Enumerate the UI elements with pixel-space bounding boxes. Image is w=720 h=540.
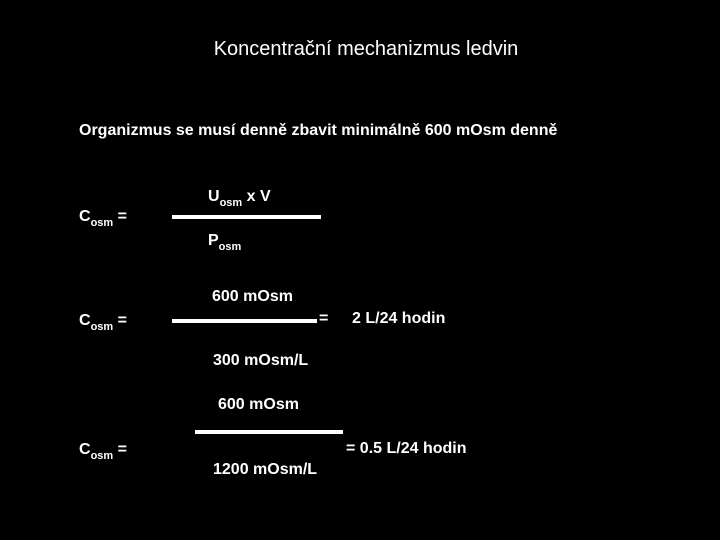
- formula3-denominator: 1200 mOsm/L: [213, 461, 318, 478]
- formula3-numerator: 600 mOsm: [218, 396, 299, 413]
- formula1-fraction-line: [172, 215, 321, 219]
- formula2-numerator: 600 mOsm: [212, 288, 293, 305]
- formula1-denominator: $P_{osm}$: [208, 232, 242, 253]
- formula2-equals: =: [319, 310, 329, 327]
- formula2-lhs: $C_{osm}$ =: [79, 312, 127, 333]
- formula3-result: = 0.5 L/24 hodin: [346, 440, 467, 457]
- slide-subtitle: Organizmus se musí denně zbavit minimálně 600 mOsm denně: [79, 122, 558, 139]
- formula2-result: 2 L/24 hodin: [352, 310, 446, 327]
- formula2-fraction-line: [172, 319, 317, 323]
- formula1-numerator: $U_{osm}$ x V: [208, 188, 271, 209]
- formula2-denominator: 300 mOsm/L: [213, 352, 309, 369]
- formula1-lhs: $C_{osm}$ =: [79, 208, 127, 229]
- slide-title: Koncentrační mechanizmus ledvin: [213, 38, 519, 60]
- formula3-lhs: $C_{osm}$ =: [79, 441, 127, 462]
- formula3-fraction-line: [195, 430, 343, 434]
